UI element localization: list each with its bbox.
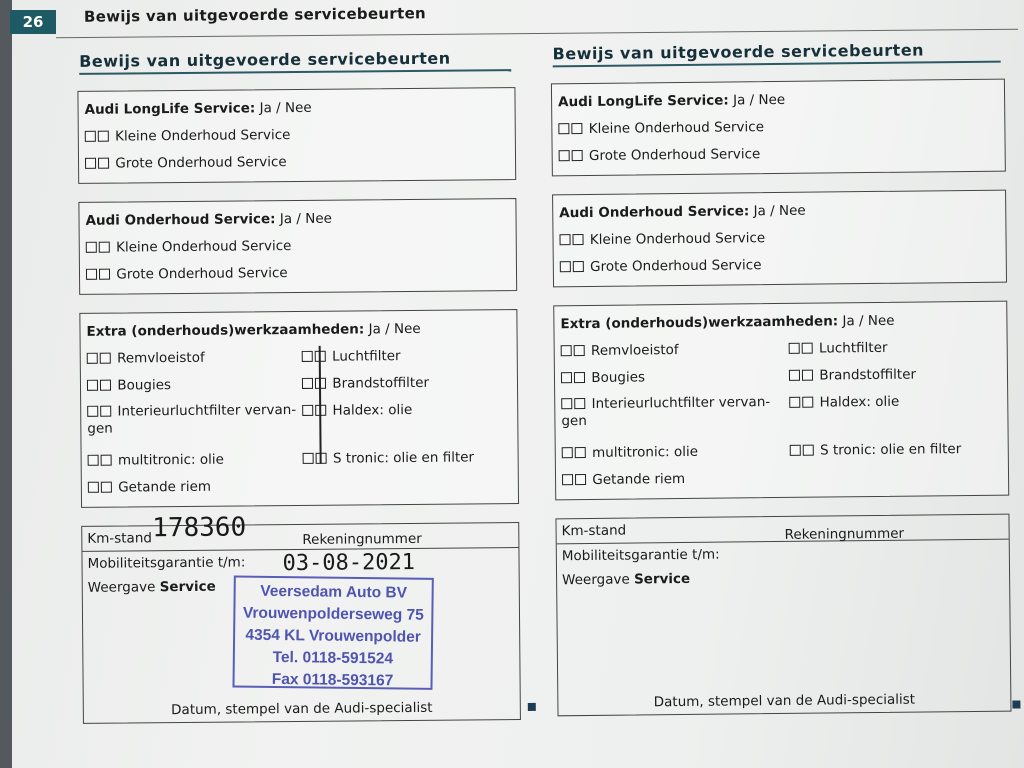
- checkbox-row[interactable]: [86, 231, 510, 262]
- item-label: Bougies: [591, 369, 646, 386]
- service-label: Service: [159, 578, 216, 596]
- header-rule: [56, 29, 1018, 38]
- checkbox-row[interactable]: [562, 438, 790, 467]
- page-header: Bewijs van uitgevoerde servicebeurten: [83, 4, 427, 26]
- stamp-line: Vrouwenpolderseweg 75: [242, 604, 424, 624]
- checkbox-nee[interactable]: [98, 131, 109, 142]
- checkbox-row[interactable]: [790, 436, 1002, 465]
- km-label: Km-stand: [87, 530, 153, 547]
- weergave-label: Weergave: [87, 579, 156, 596]
- stamp-line: Tel. 0118-591524: [272, 648, 394, 668]
- checkbox-ja[interactable]: [302, 378, 313, 389]
- checkbox-ja[interactable]: [88, 482, 99, 493]
- checkbox-nee[interactable]: [99, 269, 110, 280]
- mobiliteit-handwritten: 03-08-2021: [282, 549, 416, 577]
- service-record-left: [69, 48, 521, 724]
- extra-box: [79, 309, 519, 508]
- checkbox-nee[interactable]: [572, 234, 583, 245]
- checkbox-nee[interactable]: [99, 242, 110, 253]
- checkbox-ja[interactable]: [85, 158, 96, 169]
- item-label: Grote Onderhoud Service: [115, 154, 287, 172]
- item-label: Brandstoffilter: [819, 366, 917, 384]
- checkbox-row[interactable]: [789, 361, 1001, 390]
- checkbox-row[interactable]: [85, 147, 509, 178]
- item-label: Remvloeistof: [590, 342, 679, 359]
- checkbox-row[interactable]: [561, 363, 789, 392]
- extra-label: Extra (onderhouds)werkzaamheden:: [560, 313, 839, 333]
- checkbox-ja[interactable]: [789, 397, 800, 408]
- end-marker-icon: [1012, 700, 1020, 708]
- checkbox-ja[interactable]: [302, 405, 313, 416]
- item-label: Grote Onderhoud Service: [116, 265, 288, 283]
- checkbox-nee[interactable]: [101, 482, 112, 493]
- checkbox-row[interactable]: [85, 120, 509, 151]
- checkbox-ja[interactable]: [789, 343, 800, 354]
- km-label: Km-stand: [561, 522, 627, 540]
- checkbox-nee[interactable]: [98, 158, 109, 169]
- mobiliteit-label: Mobiliteitsgarantie t/m:: [561, 546, 720, 565]
- rekening-label: Rekeningnummer: [302, 530, 422, 548]
- item-label: Kleine Onderhoud Service: [588, 119, 765, 137]
- checkbox-row[interactable]: [789, 334, 1001, 363]
- checkbox-ja[interactable]: [87, 380, 98, 391]
- item-label: Haldex: olie: [332, 401, 413, 419]
- checkbox-nee[interactable]: [574, 345, 585, 356]
- checkbox-ja[interactable]: [562, 447, 573, 458]
- extra-label: Extra (onderhouds)werkzaamheden:: [86, 321, 365, 340]
- checkbox-ja[interactable]: [303, 453, 314, 464]
- checkbox-row[interactable]: [87, 344, 302, 373]
- item-label: Getande riem: [118, 478, 212, 496]
- checkbox-nee[interactable]: [803, 445, 814, 456]
- service-label: Service: [633, 570, 691, 588]
- item-label: Grote Onderhoud Service: [588, 146, 761, 164]
- checkbox-nee[interactable]: [802, 370, 813, 381]
- onderhoud-box: [78, 198, 517, 295]
- extra-choice: Ja / Nee: [368, 320, 421, 338]
- checkbox-row[interactable]: [86, 258, 510, 289]
- item-label: Luchtfilter: [818, 339, 888, 357]
- item-label: multitronic: olie: [591, 443, 699, 461]
- onderhoud-choice: Ja / Nee: [753, 202, 806, 220]
- extra-choice: Ja / Nee: [842, 312, 895, 330]
- longlife-box: [551, 79, 1006, 177]
- checkbox-nee[interactable]: [575, 447, 586, 458]
- checkbox-row[interactable]: [302, 369, 511, 398]
- footer-label: Datum, stempel van de Audi-specialist: [171, 699, 433, 719]
- item-label: Getande riem: [592, 470, 686, 488]
- km-handwritten: 178360: [152, 512, 247, 544]
- item-label: Haldex: olie: [819, 393, 900, 411]
- checkbox-ja[interactable]: [559, 150, 570, 161]
- checkbox-row[interactable]: [87, 371, 302, 400]
- item-label: S tronic: olie en filter: [332, 449, 475, 467]
- checkbox-row[interactable]: [561, 390, 789, 440]
- rekening-label: Rekeningnummer: [784, 525, 905, 543]
- item-label: multitronic: olie: [117, 451, 224, 469]
- column-title: Bewijs van uitgevoerde servicebeurten: [552, 40, 925, 64]
- footer-label: Datum, stempel van de Audi-specialist: [653, 691, 916, 711]
- dealer-stamp: [232, 575, 433, 689]
- checkbox-ja[interactable]: [558, 123, 569, 134]
- onderhoud-label: Audi Onderhoud Service:: [559, 203, 750, 222]
- checkbox-row[interactable]: [302, 342, 511, 371]
- checkbox-ja[interactable]: [87, 353, 98, 364]
- checkbox-ja[interactable]: [561, 372, 572, 383]
- checkbox-ja[interactable]: [560, 261, 571, 272]
- item-label: Kleine Onderhoud Service: [115, 127, 291, 145]
- item-label: Kleine Onderhoud Service: [589, 230, 766, 248]
- checkbox-nee[interactable]: [100, 380, 111, 391]
- onderhoud-box: [552, 190, 1007, 288]
- checkbox-nee[interactable]: [802, 343, 813, 354]
- km-stand-box: [555, 514, 1011, 717]
- checkbox-row[interactable]: [560, 250, 1000, 282]
- checkbox-row[interactable]: [88, 473, 303, 502]
- checkbox-row[interactable]: [88, 446, 303, 475]
- item-label: Bougies: [117, 377, 172, 394]
- checkbox-ja[interactable]: [561, 345, 572, 356]
- onderhoud-label: Audi Onderhoud Service:: [85, 211, 276, 229]
- item-label: Kleine Onderhoud Service: [116, 238, 292, 256]
- checkbox-row[interactable]: [302, 396, 511, 425]
- item-label: Grote Onderhoud Service: [590, 257, 762, 275]
- longlife-choice: Ja / Nee: [259, 99, 312, 117]
- extra-box: [553, 301, 1009, 501]
- checkbox-row[interactable]: [562, 465, 790, 494]
- longlife-label: Audi LongLife Service:: [558, 92, 729, 111]
- checkbox-nee[interactable]: [101, 455, 112, 466]
- checkbox-ja[interactable]: [302, 351, 313, 362]
- column-title: Bewijs van uitgevoerde servicebeurten: [79, 48, 451, 71]
- longlife-label: Audi LongLife Service:: [84, 100, 256, 118]
- weergave-label: Weergave: [562, 571, 630, 589]
- checkbox-row[interactable]: [559, 139, 999, 171]
- mobiliteit-label: Mobiliteitsgarantie t/m:: [87, 554, 246, 572]
- item-label: Remvloeistof: [116, 349, 205, 367]
- checkbox-nee[interactable]: [100, 353, 111, 364]
- checkbox-ja[interactable]: [790, 445, 801, 456]
- checkbox-ja[interactable]: [789, 370, 800, 381]
- checkbox-ja[interactable]: [559, 234, 570, 245]
- hand-drawn-line: [317, 346, 324, 466]
- item-label: S tronic: olie en filter: [819, 441, 962, 459]
- checkbox-ja[interactable]: [85, 131, 96, 142]
- km-stand-box: [81, 512, 521, 724]
- checkbox-ja[interactable]: [561, 398, 572, 409]
- item-label: Interieurluchtfilter vervan-gen: [87, 401, 297, 437]
- item-label: Interieurluchtfilter vervan-gen: [561, 394, 771, 430]
- stamp-line: Veersedam Auto BV: [260, 582, 408, 602]
- end-marker-icon: [528, 703, 536, 711]
- checkbox-ja[interactable]: [86, 269, 97, 280]
- stamp-line: Fax 0118-593167: [271, 670, 394, 690]
- checkbox-ja[interactable]: [87, 406, 98, 417]
- item-label: Luchtfilter: [331, 348, 401, 365]
- checkbox-row[interactable]: [561, 336, 789, 365]
- checkbox-nee[interactable]: [572, 150, 583, 161]
- page-number: 26: [10, 10, 56, 34]
- checkbox-ja[interactable]: [88, 455, 99, 466]
- checkbox-ja[interactable]: [562, 474, 573, 485]
- checkbox-row[interactable]: [789, 388, 1001, 417]
- checkbox-nee[interactable]: [573, 261, 584, 272]
- service-record-right: [542, 40, 1011, 717]
- binding-edge: [0, 0, 12, 768]
- item-label: Brandstoffilter: [332, 374, 430, 392]
- checkbox-row[interactable]: [87, 398, 302, 448]
- checkbox-ja[interactable]: [86, 242, 97, 253]
- checkbox-row[interactable]: [303, 444, 512, 473]
- checkbox-nee[interactable]: [574, 398, 585, 409]
- checkbox-nee[interactable]: [574, 372, 585, 383]
- checkbox-nee[interactable]: [571, 123, 582, 134]
- onderhoud-choice: Ja / Nee: [279, 210, 333, 228]
- checkbox-nee[interactable]: [575, 474, 586, 485]
- longlife-box: [77, 87, 516, 184]
- checkbox-nee[interactable]: [100, 406, 111, 417]
- checkbox-nee[interactable]: [802, 397, 813, 408]
- stamp-line: 4354 KL Vrouwenpolder: [245, 626, 421, 646]
- longlife-choice: Ja / Nee: [732, 91, 786, 109]
